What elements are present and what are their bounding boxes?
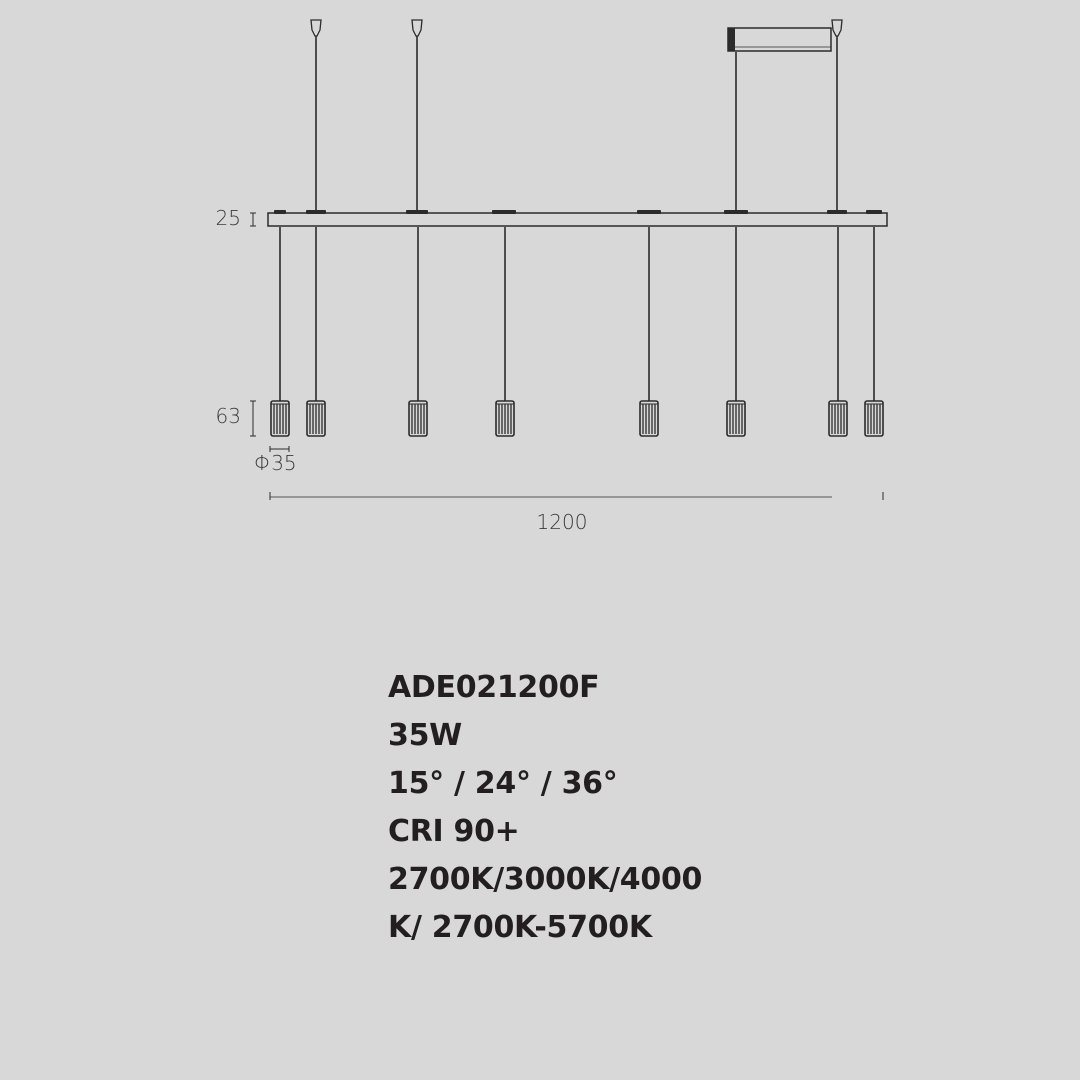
- ceiling-anchor: [412, 20, 422, 36]
- wattage: 35W: [388, 718, 462, 753]
- total-length-label: 1200: [536, 510, 588, 534]
- bar-height-label: 25: [215, 206, 241, 230]
- dimension-lines: [250, 213, 883, 500]
- model-number: ADE021200F: [388, 670, 600, 705]
- bar-fitting: [827, 210, 847, 214]
- pendant-lights: [271, 227, 883, 436]
- canopy-end-cap: [728, 28, 735, 51]
- bar-fitting: [492, 210, 516, 214]
- color-rendering-index: CRI 90+: [388, 814, 520, 849]
- shade-height-label: 63: [215, 404, 241, 428]
- ceiling-canopy: [728, 28, 831, 51]
- suspension-cables: [316, 36, 837, 212]
- ceiling-anchor: [832, 20, 842, 36]
- bar-fitting: [866, 210, 882, 214]
- ceiling-anchor: [311, 20, 321, 36]
- color-temperature-line-2: K/ 2700K-5700K: [388, 910, 652, 945]
- main-bar: [268, 213, 887, 226]
- color-temperature-line-1: 2700K/3000K/4000: [388, 862, 703, 897]
- specification-list: [388, 664, 702, 952]
- bar-fitting: [306, 210, 326, 214]
- shade-diameter-label: Φ35: [254, 451, 297, 475]
- bar-fitting: [274, 210, 286, 214]
- bar-fitting: [406, 210, 428, 214]
- bar-fitting: [724, 210, 748, 214]
- beam-angles: 15° / 24° / 36°: [388, 766, 618, 801]
- bar-fitting: [637, 210, 661, 214]
